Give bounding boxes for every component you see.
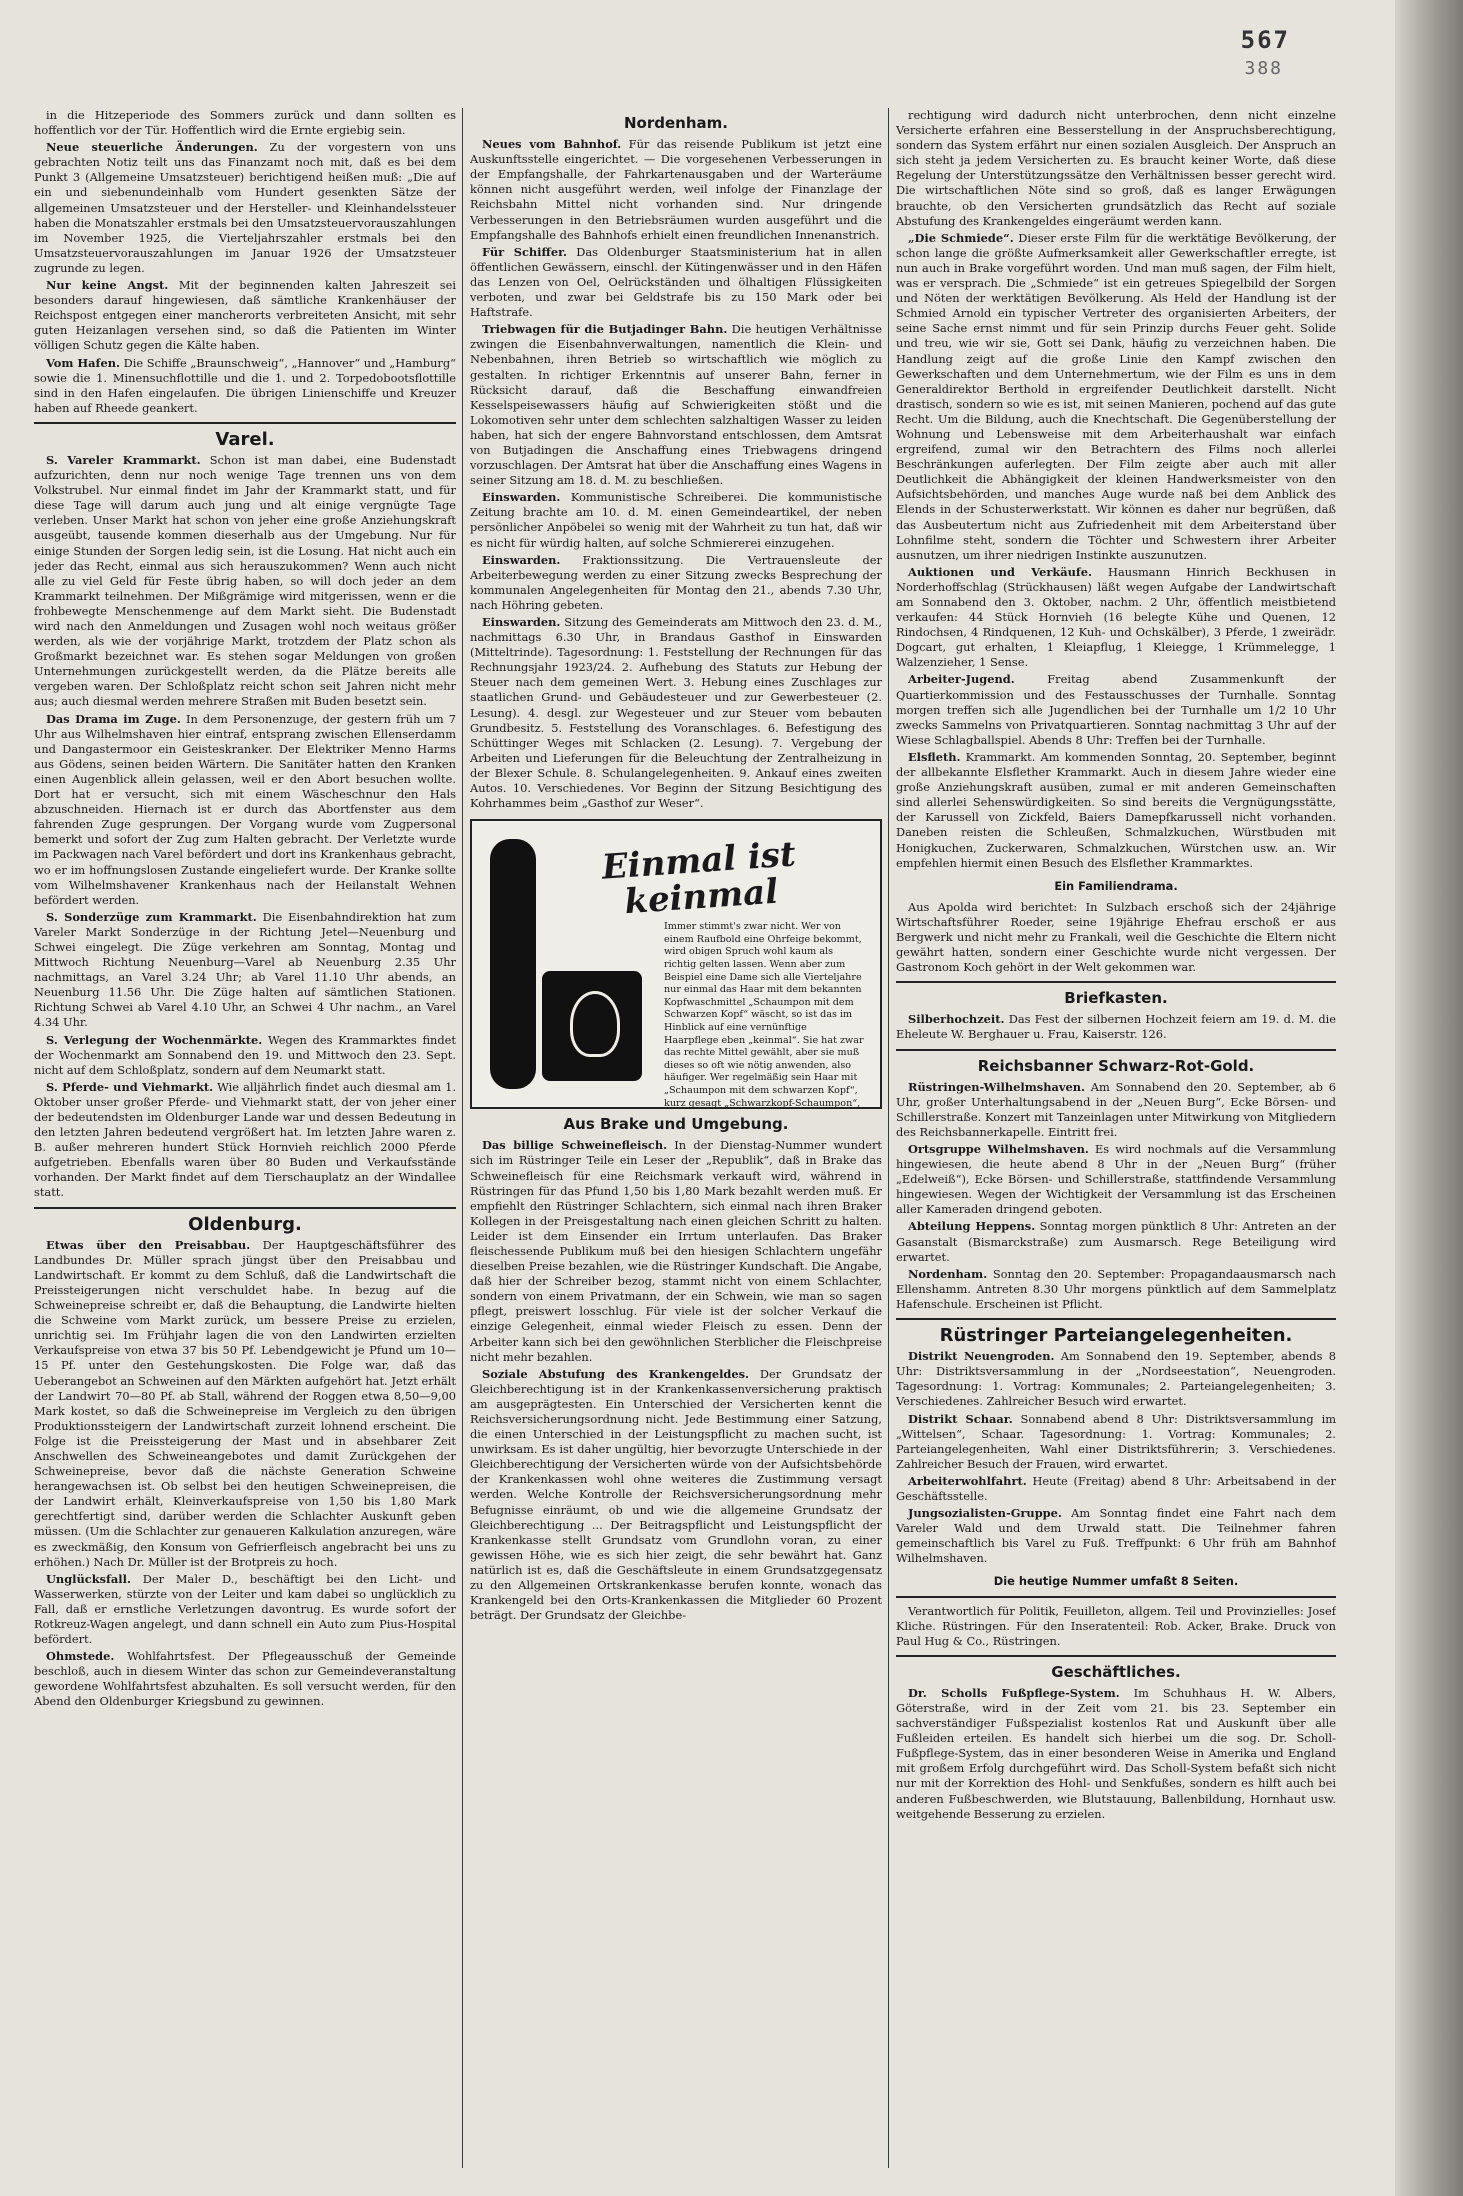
divider bbox=[34, 422, 456, 424]
article-text: In dem Personenzuge, der gestern früh um 7 Uhr aus Wilhelmshaven hier eintraf, entsprang zwischen Ellenserdamm und Dangastermoor ein Geisteskranker. Der Elektriker Menno Harms aus Gödens, seinen beiden Wärtern. Die Sanitäter hatten den Kranken einen Augenblick allein gelassen, weil er den Abort besuchen wollte. Dort hat er versucht, sich mit einem Wäscheschnur den Hals abzuschneiden. Hiernach ist er durch das Abortfenster aus dem fahrenden Zuge gesprungen. Der Vorgang wurde vom Zugpersonal bemerkt und sofort der Zug zum Halten gebracht. Der Verletzte wurde im Packwagen nach Varel befördert und dort ins Krankenhaus gebracht, wo er im hoffnungslosen Zustande eingeliefert wurde. Der Kranke sollte vom Wilhelmshavener Krankenhaus nach der Heilanstalt Wehnen befördert werden. bbox=[34, 711, 456, 907]
page-count-notice: Die heutige Nummer umfaßt 8 Seiten. bbox=[993, 1574, 1239, 1589]
ad-text: Immer stimmt's zwar nicht. Wer von einem Raufbold eine Ohrfeige bekommt, wird obigen Spruch wohl kaum als richtig gelten lassen. Wenn aber zum Beispiel eine Dame sich alle Vierteljahre nur einmal das Haar mit dem bekannten Kopfwaschmittel „Schaumpon mit dem Schwarzen Kopf“ wäscht, so ist das im Hinblick auf eine vernünftige Haarpflege eben „keinmal“. Sie hat zwar das rechte Mittel gewählt, aber sie muß dieses so oft wie nötig anwenden, also häufiger. Wer regelmäßig sein Haar mit „Schaumpon mit dem schwarzen Kopf“, kurz gesagt „Schwarzkopf-Schaumpon“, bbox=[664, 921, 864, 1109]
article bbox=[470, 490, 882, 550]
imprint: Verantwortlich für Politik, Feuilleton, allgem. Teil und Provinzielles: Josef Kliche. Rüstringen. Für den Inseratenteil: Rob. Acker, Brake. Druck von Paul Hug & Co., Rüstringen. bbox=[896, 1603, 1336, 1648]
article-text: Am Sonnabend den 19. September, abends 8 Uhr: Distriktsversammlung in der „Nordseestation“, Neuengroden. Tagesordnung: 1. Vortrag: Kommunales; 2. Parteiangelegenheiten; 3. Verschiedenes. Zahlreicher Besuch wird erwartet. bbox=[896, 1349, 1336, 1409]
article-text: Schon ist man dabei, eine Budenstadt aufzurichten, denn nur noch wenige Tage trennen uns von dem Volkstrubel. Nur einmal findet im Jahr der Krammarkt statt, und für diese Tage will darum auch jung und alt einige vergnügte Tage verleben. Unser Markt hat schon von jeher eine große Anziehungskraft ausgeübt, tausende kommen dieserhalb aus der Umgebung. Nur für einige Stunden der Sorgen ledig sein, ist die Losung. Hat nicht auch ein jeder das Recht, einmal aus sich herauszukommen? Wenn auch nicht alle zu viel Geld für Feste übrig haben, so will doch jeder an dem Krammarkt teilnehmen. Der Mißgrämige wird mitgerissen, wenn er die frohbewegte Menschenmenge auf dem Markt sieht. Die Budenstadt wird nach den Anmeldungen und Zusagen wohl noch weitaus größer werden, als wie der vorjährige Markt, trotzdem der Platz schon als Großmarkt bezeichnet war. Es stehen sogar Meldungen von großen Unternehmungen zurückgestellt werden, da die Plätze bereits alle vergeben waren. Der Schloßplatz reicht schon seit Jahren nicht mehr aus; auch diesmal werden mehrere Straßen mit Buden besetzt sein. bbox=[34, 452, 456, 709]
article-lead: Jungsozialisten-Gruppe. bbox=[908, 1506, 1062, 1521]
section-heading: Varel. bbox=[215, 428, 275, 450]
article-lead: Arbeiterwohlfahrt. bbox=[908, 1473, 1027, 1488]
article bbox=[896, 565, 1336, 671]
article-lead: Einswarden. bbox=[482, 552, 561, 567]
article bbox=[34, 712, 456, 908]
article bbox=[470, 553, 882, 613]
article bbox=[896, 1012, 1336, 1042]
article-text: Es wird nochmals auf die Versammlung hingewiesen, die heute abend 8 Uhr in der „Neuen Burg“ (früher „Edelweiß“), Ecke Börsen- und Schillerstraße, stattfindende Versammlung hingewiesen. Wegen der Wichtigkeit der Versammlung ist das Erscheinen aller Kameraden dringend geboten. bbox=[896, 1142, 1336, 1217]
article-text: Die Eisenbahndirektion hat zum Vareler Markt Sonderzüge in der Richtung Jetel—Neuenburg und Schwei eingelegt. Die Züge verkehren am Sonntag, Montag und Mittwoch Richtung Neuenburg—Varel ab Neuenburg 2.35 Uhr nachmittags, an Varel 3.24 Uhr; ab Varel 11.10 Uhr abends, an Neuenburg 11.56 Uhr. Die Züge halten auf sämtlichen Stationen. Richtung Schwei ab Varel 4.10 Uhr, an Schwei 4 Uhr nachm., an Varel 4.34 Uhr. bbox=[34, 909, 456, 1030]
section-heading: Briefkasten. bbox=[1064, 989, 1168, 1008]
article-text: Der Hauptgeschäftsführer des Landbundes Dr. Müller sprach jüngst über den Preisabbau und Landwirtschaft. Er kommt zu dem Schluß, daß die Landwirtschaft die Preissteigerungen nicht verschuldet habe. In bezug auf die Schweinepreise schreibt er, daß die Behauptung, die Landwirte hielten die Schweine vom Markt zurück, um bessere Preise zu erzielen, unrichtig sei. Im Frühjahr lagen die von den Landwirten erzielten Verkaufspreise von etwa 37 bis 50 Pf. Lebendgewicht je Pfund um 10—15 Pf. unter den Gestehungskosten. Die Folge war, daß das Ueberangebot an Schweinen auf den Märkten aufgehört hat. Jetzt erhält der Landwirt 70—80 Pf. ab Stall, während der Roggen etwa 8,50—9,00 Mark kostet, so daß die Schweinepreise im Vergleich zu den übrigen Produktionssteigern der Landwirtschaft zurzeit lohnend erscheint. Die Folge ist die Preissteigerung der Mast und in absehbarer Zeit Anschwellen des Schweineangebotes und damit Zurückgehen der Schweinepreise, bevor daß die nächste Generation Schweine herangewachsen ist. Ob selbst bei den heutigen Schweinepreisen, die der Landwirt erhält, Kleinverkaufspreise von 1,50 bis 1,80 Mark gerechtfertigt sind, darüber werden die Schlachter Auskunft geben müssen. (Um die Schlachter zur genaueren Kalkulation anzuregen, wäre es zweckmäßig, den Konsum von Gefrierfleisch angebracht bei uns zu erhöhen.) Nach Dr. Müller ist der Brotpreis zu hoch. bbox=[34, 1237, 456, 1569]
article bbox=[34, 1649, 456, 1709]
article-text: Zu der vorgestern von uns gebrachten Notiz teilt uns das Finanzamt noch mit, daß es bei dem Punkt 3 (Allgemeine Umsatzsteuer) berichtigend heißen muß: „Die auf ein und siebenundeinhalb vom Hundert gesenkten Sätze der allgemeinen Umsatzsteuer und der Hersteller- und Kleinhandelssteuer haben die Monatszahler erstmals bei den Umsatzsteuervorauszahlungen im November 1925, die Vierteljahrszahler erstmals bei den Umsatzsteuervorauszahlungen im Januar 1926 der Umsatzsteuer zugrunde zu legen. bbox=[34, 140, 456, 275]
column-rule bbox=[462, 108, 463, 2168]
page-number: 567 bbox=[1240, 26, 1290, 54]
article-lead: S. Pferde- und Viehmarkt. bbox=[46, 1079, 214, 1094]
page-number-faint: 388 bbox=[1244, 58, 1283, 79]
article bbox=[470, 322, 882, 488]
article-text: Aus Apolda wird berichtet: In Sulzbach erschoß sich der 24jährige Wirtschaftsführer Roeder, seine 19jährige Ehefrau erschoß er aus Bergwerk und nicht mehr zu Frankali, weil die Geschichte die Eltern nicht gewährt hatten, sondern einer Geschichte wurde nicht vergessen. Der Gastronom Koch gehört in der Welt gekommen war. bbox=[896, 899, 1336, 975]
article-text: Wegen des Krammarktes findet der Wochenmarkt am Sonnabend den 19. und Mittwoch den 23. Sept. nicht auf dem Schloßplatz, sondern auf dem Neumarkt statt. bbox=[34, 1032, 456, 1077]
article bbox=[34, 278, 456, 353]
article-lead: Triebwagen für die Butjadinger Bahn. bbox=[482, 322, 728, 337]
article-lead: Abteilung Heppens. bbox=[908, 1219, 1036, 1234]
divider bbox=[896, 1049, 1336, 1051]
ad-title: Einmal ist keinmal bbox=[600, 834, 797, 923]
article-text: Heute (Freitag) abend 8 Uhr: Arbeitsabend in der Geschäftsstelle. bbox=[896, 1473, 1336, 1503]
page-edge bbox=[1395, 0, 1463, 2196]
article-text: In der Dienstag-Nummer wundert sich im Rüstringer Teile ein Leser der „Republik“, daß in Brake das Schweinefleisch für eine Reichsmark verkauft wird, während in Rüstringen für das Pfund 1,50 bis 1,80 Mark bezahlt werden muß. Er empfiehlt den Rüstringer Schlachtern, sich einmal nach ihren Braker Kollegen in der Preisgestaltung nach einen gleichen Schritt zu halten. Leider ist dem Einsender ein Irrtum unterlaufen. Das Braker fleischessende Publikum muß bei den hiesigen Schlachtern ungefähr dieselben Preise bezahlen, wie die Rüstringer Kundschaft. Die Angabe, daß hier der Schreiber bezog, stammt nicht von einem Schlachter, sondern von einem Privatmann, der ein Schwein, wie man so sagen pflegt, preiswert losschlug. Für viele ist der solcher Verkauf die einzige Gelegenheit, einmal wieder Fleisch zu essen. Denn der Arbeiter kann sich bei den gewöhnlichen Sterblicher die Fleischpreise nicht mehr bezahlen. bbox=[470, 1138, 882, 1364]
article-lead: Neues vom Bahnhof. bbox=[482, 137, 622, 152]
article bbox=[896, 1219, 1336, 1264]
section-heading: Oldenburg. bbox=[188, 1213, 302, 1235]
article-text: Wohlfahrtsfest. Der Pflegeausschuß der Gemeinde beschloß, auch in diesem Winter das schon zur Gemeindeveranstaltung gewordene Wohlfahrtsfest abzuhalten. Es soll versucht werden, für den Abend den Oldenburger Kriegsbund zu gewinnen. bbox=[34, 1649, 456, 1709]
article-text: Krammarkt. Am kommenden Sonntag, 20. September, beginnt der allbekannte Elsflether Krammarkt. Auch in diesem Jahre wieder eine große Anziehungskraft ausüben, zumal er mit anderen Gemeinschaften sind allerlei Sehenswürdigkeiten. So sind bereits die Vergnügungsstätte, der Karussell von Zickfeld, Baiers Damepfkarussell nicht vorhanden. Daneben reisten die Schleußen, Schmalzkuchen, Würstbuden mit Honigkuchen, Zuckerwaren, Schmalzkuchen, Würstchen usw. an. Wir empfehlen hiermit einen Besuch des Elsflether Krammarktes. bbox=[896, 749, 1336, 870]
column-2 bbox=[470, 108, 882, 2168]
article-lead: S. Sonderzüge zum Krammarkt. bbox=[46, 909, 257, 924]
article-lead: Unglücksfall. bbox=[46, 1571, 131, 1586]
article-lead: Distrikt Schaar. bbox=[908, 1411, 1013, 1426]
article-text: Die Schiffe „Braunschweig“, „Hannover“ und „Hamburg“ sowie die 1. Minensuchflottille und die 1. und 2. Torpedobootsflottille sind in den Hafen eingelaufen. Die übrigen Linienschiffe und Kreuzer haben auf Rheede geankert. bbox=[34, 355, 456, 415]
article-lead: Nordenham. bbox=[908, 1266, 988, 1281]
article bbox=[470, 615, 882, 811]
article-text: Sitzung des Gemeinderats am Mittwoch den 23. d. M., nachmittags 6.30 Uhr, in Brandaus Gasthof in Einswarden (Mitteltrinde). Tagesordnung: 1. Feststellung der Rechnungen für das Rechnungsjahr 1923/24. 2. Aufhebung des Statuts zur Hebung der Steuer nach dem gemeinen Wert. 3. Hebung eines Zuschlages zur staatlichen Grund- und Gebäudesteuer und zur Gewerbesteuer (2. Lesung). 4. desgl. zur Wegesteuer und zur Steuer vom bebauten Grundbesitz. 5. Feststellung des Voranschlages. 6. Befestigung des Schüttinger Weges mit Schlacken (2. Lesung). 7. Vergebung der Arbeiten und Lieferungen für die Beleuchtung der Zentralheizung in der Blexer Schule. 8. Schulangelegenheiten. 9. Ankauf eines zweiten Autos. 10. Verschiedenes. Vor Beginn der Sitzung Besichtigung des Kohrhammes beim „Gasthof zur Weser“. bbox=[470, 615, 882, 811]
article bbox=[34, 140, 456, 276]
article-lead: Für Schiffer. bbox=[482, 244, 568, 259]
advertisement bbox=[470, 819, 882, 1109]
article bbox=[470, 1138, 882, 1364]
section-heading: Ein Familiendrama. bbox=[1054, 878, 1178, 893]
section-heading: Rüstringer Parteiangelegenheiten. bbox=[939, 1325, 1293, 1347]
article-lead: Vom Hafen. bbox=[46, 355, 120, 370]
article-text: Mit der beginnenden kalten Jahreszeit sei besonders darauf hingewiesen, daß sämtliche Krankenhäuser der Reichspost entgegen einer mancherorts verbreiteten Ansicht, mit sehr guten Heizanlagen versehen sind, so daß die Patienten im Winter völligen Schutz gegen die Kälte haben. bbox=[34, 278, 456, 353]
head-silhouette-icon bbox=[542, 971, 642, 1081]
article-text: in die Hitzeperiode des Sommers zurück und dann sollten es hoffentlich vor der Tür. Hoffentlich wird die Ernte ergiebig sein. bbox=[34, 108, 456, 138]
column-3 bbox=[896, 108, 1336, 2168]
article-text: Kommunistische Schreiberei. Die kommunistische Zeitung brachte am 10. d. M. einen Gemeindeartikel, der neben persönlicher Anpöbelei so wenig mit der Wahrheit zu tun hat, daß wir es nicht für würdig halten, auf solche Schmiererei einzugehen. bbox=[470, 490, 882, 550]
article-text: Wie alljährlich findet auch diesmal am 1. Oktober unser großer Pferde- und Viehmarkt statt, der von jeher einer der bedeutendsten im Oldenburger Lande war und dessen Bedeutung in den letzten Jahren bedeutend vergrößert hat. Im letzten Jahre waren z. B. außer mehreren hundert Stück Hornvieh reichlich 2000 Pferde aufgetrieben. Ebenfalls waren über 80 Buden und Verkaufsstände vorhanden. Der Markt findet auf dem Tierschauplatz an der Windallee statt. bbox=[34, 1079, 456, 1200]
article-text: rechtigung wird dadurch nicht unterbrochen, denn nicht einzelne Versicherte erfahren eine Besserstellung in der Anspruchsberechtigung, sondern das System erfährt nur einen sozialen Ausgleich. Der Anspruch an sich steht ja jedem Versicherten zu. Es braucht keiner Worte, daß diese Regelung der Unterstützungssätze den Verhältnissen besser gerecht wird. Die wirtschaftlichen Nöte sind so groß, daß es langer Erwägungen brauchte, ob den Versicherten grundsätzlich das Recht auf soziale Abstufung des Krankengeldes eingeräumt werden kann. bbox=[896, 108, 1336, 228]
article-lead: Soziale Abstufung des Krankengeldes. bbox=[482, 1366, 749, 1381]
article bbox=[34, 910, 456, 1031]
article-text: Das Fest der silbernen Hochzeit feiern am 19. d. M. die Eheleute W. Berghauer u. Frau, Kaiserstr. 126. bbox=[896, 1012, 1336, 1042]
article-lead: Dr. Scholls Fußpflege-System. bbox=[908, 1685, 1120, 1700]
section-heading: Nordenham. bbox=[624, 114, 728, 132]
column-1 bbox=[34, 108, 456, 2168]
article-lead: Arbeiter-Jugend. bbox=[908, 672, 1015, 687]
article bbox=[34, 1080, 456, 1201]
article-text: Die heutigen Verhältnisse zwingen die Eisenbahnverwaltungen, namentlich die Klein- und Nebenbahnen, ihren Betrieb so wirtschaftlich wie möglich zu gestalten. In richtiger Erkenntnis auf unserer Bahn, ferner in Rücksicht darauf, daß die Beschaffung einwandfreien Kesselspeisewassers häufig auf Schwierigkeiten stößt und die Lokomotiven sehr unter dem schlechten salzhaltigen Wasser zu leiden haben, hat sich der engere Bahnvorstand entschlossen, dem Amtsrat von Butjadingen die Anschaffung eines Triebwagens dringend vorzuschlagen. Der Amtsrat hat über die Anschaffung eines Wagens in seiner Sitzung am 18. d. M. zu beschließen. bbox=[470, 322, 882, 488]
article-text: Freitag abend Zusammenkunft der Quartierkommission und des Festausschusses der Turnhalle. Sonntag morgen treffen sich alle Jugendlichen bei der Turnhalle um 1/2 10 Uhr zwecks Sammelns von Privatquartieren. Sonntag nachmittag 3 Uhr auf der Wiese Schlagballspiel. Abends 8 Uhr: Treffen bei der Turnhalle. bbox=[896, 672, 1336, 747]
article bbox=[896, 750, 1336, 871]
article-lead: Silberhochzeit. bbox=[908, 1012, 1005, 1027]
article-lead: Neue steuerliche Änderungen. bbox=[46, 140, 258, 155]
article bbox=[34, 1238, 456, 1570]
article-text: Dieser erste Film für die werktätige Bevölkerung, der schon lange die größte Aufmerksamkeit aller Gewerkschaftler erregte, ist nun auch in Brake vorgeführt worden. Und man muß sagen, der Film hielt, was er versprach. Die „Schmiede“ ist ein getreues Spiegelbild der Sorgen und Nöten der werktätigen Bevölkerung. Als Held der Handlung ist der Schmied Arnold ein typischer Vertreter des organisierten Arbeiters, der seine Sache ernst nimmt und für sein Prinzip durchs Feuer geht. Solide und treu, wie wir sie, Gott sei Dank, häufig zu verzeichnen haben. Die Handlung zeigt auf die große Linie den Kampf zwischen den Gewerkschaften und dem Unternehmertum, wie der Film es uns in dem Generaldirektor Berthold in ergreifender Deutlichkeit darstellt. Nicht drastisch, sondern so wie es ist, mit seinen Manieren, pochend auf das gute Recht. Um die Bildung, auch die Knechtschaft. Die Gegenüberstellung der Wohnung und Lebensweise mit dem Arbeiterhaushalt war einfach ergreifend, zumal wir den Betrachtern des Films noch allerlei Beschränkungen auferlegten. Der Film zeigte aber auch mit aller Deutlichkeit die Abhängigkeit der kleinen Handwerksmeister von den Aufsichtsbehörden, und manches Auge wurde naß bei dem Anblick des Elends in der Schusterwerkstatt. Wir können es daher nur begrüßen, daß das Ausbeutertum nicht aus Zufriedenheit mit dem Arbeiterstand über Lohnfilme steht, sondern die Töchter und Schwestern ihrer Arbeiter ausnutzen, um ihrer niedrigen Instinkte auszunutzen. bbox=[896, 230, 1336, 562]
article bbox=[896, 1267, 1336, 1312]
article bbox=[896, 1506, 1336, 1566]
article-lead: Auktionen und Verkäufe. bbox=[908, 564, 1092, 579]
article-text: Das Oldenburger Staatsministerium hat in allen öffentlichen Gewässern, einschl. der Kütingenwässer und in den Häfen das Lenzen von Oel, Oelrückständen und ölhaltigen Flüssigkeiten verboten, und zwar bei Geldstrafe bis zu 150 Mark oder bei Haftstrafe. bbox=[470, 244, 882, 320]
article-text: Sonnabend abend 8 Uhr: Distriktsversammlung im „Wittelsen“, Schaar. Tagesordnung: 1. Vortrag: Kommunales; 2. Parteiangelegenheiten, Wahl einer Distriktsführerin; 3. Verschiedenes. Zahlreicher Besuch der Frauen, wird erwartet. bbox=[896, 1411, 1336, 1471]
article-lead: Nur keine Angst. bbox=[46, 278, 169, 293]
article bbox=[34, 1572, 456, 1647]
article-text: Am Sonnabend den 20. September, ab 6 Uhr, großer Unterhaltungsabend in der „Neuen Burg“, Ecke Börsen- und Schillerstraße. Konzert mit Tanzeinlagen unter Mitwirkung von Mitgliedern des Reichsbannerkapelle. Eintritt frei. bbox=[896, 1079, 1336, 1139]
article bbox=[896, 1412, 1336, 1472]
article-text: Für das reisende Publikum ist jetzt eine Auskunftsstelle eingerichtet. — Die vorgesehenen Verbesserungen in der Empfangshalle, der Fahrkartenausgaben und der Warteräume können nicht ausgeführt werden, weil infolge der Finanzlage der Reichsbahn Mittel nicht vorhanden sind. Nur dringende Verbesserungen in den Betriebsräumen wurden ausgeführt und die Empfangshalle des Bahnhofs erhielt einen freundlichen Innenanstrich. bbox=[470, 137, 882, 242]
article bbox=[896, 1080, 1336, 1140]
divider bbox=[34, 1207, 456, 1209]
article-lead: Rüstringen-Wilhelmshaven. bbox=[908, 1079, 1085, 1094]
article-lead: Elsfleth. bbox=[908, 749, 961, 764]
article-lead: Einswarden. bbox=[482, 490, 561, 505]
article bbox=[34, 356, 456, 416]
article-text: Sonntag morgen pünktlich 8 Uhr: Antreten an der Gasanstalt (Bismarckstraße) zum Ausmarsch. Rege Beteiligung wird erwartet. bbox=[896, 1219, 1336, 1264]
article bbox=[470, 1367, 882, 1624]
article-text: Der Maler D., beschäftigt bei den Licht- und Wasserwerken, stürzte von der Leiter und kam dabei so unglücklich zu Fall, daß er ernstliche Verletzungen davontrug. Es wurde sofort der Rotkreuz-Wagen angelegt, und dann schnell ein Auto zum Pius-Hospital befördert. bbox=[34, 1571, 456, 1647]
article-lead: Ortsgruppe Wilhelmshaven. bbox=[908, 1142, 1089, 1156]
article bbox=[896, 231, 1336, 563]
article bbox=[896, 1349, 1336, 1409]
article-lead: „Die Schmiede“. bbox=[908, 230, 1014, 245]
article-text: Der Grundsatz der Gleichberechtigung ist in der Krankenkassenversicherung praktisch am ausgeprägtesten. Ein Unterschied der Versicherten kennt die Reichsversicherungsordnung nicht. Jede Bestimmung einer Satzung, die einen Unterschied in der Leistungspflicht zu machen sucht, ist unwirksam. Es ist daher ungültig, hier bevorzugte Unterschiede in der Gleichberechtigung der Versicherten würde von der Aufsichtsbehörde der Krankenkassen wohl ohne weiteres die Zustimmung versagt werden. Welche Kontrolle der Reichsversicherungsordnung mehr Befugnisse einräumt, ob und wie die allgemeine Grundsatz der Gleichberechtigung ... Der Beitragspflicht und Leistungspflicht der Krankenkasse stellt Grundsatz vom Grundlohn voran, zu einer gewissen Höhe, wie es sich hier zeigt, die sehr bewährt hat. Ganz natürlich ist es, daß die Geschäftsleute in einem Grundsatzgegensatz zu den Allgemeinen Ortskrankenkasse berufen konnte, wonach das Krankengeld bei den Orts-Krankenkassen die Mitglieder 60 Prozent beträgt. Der Grundsatz der Gleichbe- bbox=[470, 1366, 882, 1623]
divider bbox=[896, 1655, 1336, 1657]
section-heading: Aus Brake und Umgebung. bbox=[563, 1115, 789, 1134]
article bbox=[470, 245, 882, 320]
article bbox=[34, 453, 456, 710]
article-lead: Ohmstede. bbox=[46, 1649, 115, 1664]
article-lead: Distrikt Neuengroden. bbox=[908, 1349, 1055, 1364]
article-lead: S. Verlegung der Wochenmärkte. bbox=[46, 1032, 263, 1047]
article bbox=[896, 1474, 1336, 1504]
article-lead: Das Drama im Zuge. bbox=[46, 711, 181, 726]
article-text: Sonntag den 20. September: Propagandaausmarsch nach Ellenshamm. Antreten 8.30 Uhr morgens pünktlich auf dem Sammelplatz Hafenschule. Erscheinen ist Pflicht. bbox=[896, 1266, 1336, 1311]
article bbox=[896, 1686, 1336, 1822]
divider bbox=[896, 1596, 1336, 1598]
article-text: Hausmann Hinrich Beckhusen in Norderhoffschlag (Strückhausen) läßt wegen Aufgabe der Landwirtschaft am Sonnabend den 3. Oktober, nachm. 2 Uhr, öffentlich meistbietend verkaufen: 44 Stück Hornvieh (16 belegte Kühe und Quenen, 12 Rindochsen, 4 Rindquenen, 12 Kuh- und Ochskälber), 3 Pferde, 1 zweirädr. Dogcart, gut erhalten, 1 Kleiapflug, 1 Kleiegge, 1 Krümmelegge, 1 Walzenzieher, 1 Sense. bbox=[896, 564, 1336, 670]
article-text: Im Schuhhaus H. W. Albers, Göterstraße, wird in der Zeit vom 21. bis 23. September ein sachverständiger Fußspezialist kostenlos Rat und Auskunft über alle Fußleiden erteilen. Es handelt sich hierbei um die sog. Dr. Scholl-Fußpflege-System, das in einer besonderen Weise in Amerika und England mit großem Erfolg durchgeführt wird. Das Scholl-System befaßt sich nicht nur mit der Korrektion des Hohl- und Senkfußes, sondern es hilft auch bei anderen Fußbeschwerden, wie Blutstauung, Ballenbildung, Hornhaut usw. weitgehende Besserung zu erzielen. bbox=[896, 1685, 1336, 1821]
article-text: Am Sonntag findet eine Fahrt nach dem Vareler Wald und dem Urwald statt. Die Teilnehmer fahren gemeinschaftlich bis Varel zu Fuß. Treffpunkt: 6 Uhr früh am Bahnhof Wilhelmshaven. bbox=[896, 1506, 1336, 1566]
section-heading: Reichsbanner Schwarz-Rot-Gold. bbox=[977, 1056, 1255, 1075]
column-rule bbox=[888, 108, 889, 2168]
article-lead: Etwas über den Preisabbau. bbox=[46, 1237, 251, 1252]
article bbox=[896, 1142, 1336, 1217]
article-lead: S. Vareler Krammarkt. bbox=[46, 452, 201, 467]
divider bbox=[896, 981, 1336, 983]
section-heading: Geschäftliches. bbox=[1051, 1662, 1181, 1681]
article bbox=[470, 137, 882, 243]
article-lead: Das billige Schweinefleisch. bbox=[482, 1138, 668, 1153]
article bbox=[34, 1033, 456, 1078]
article-lead: Einswarden. bbox=[482, 615, 561, 629]
article bbox=[896, 672, 1336, 747]
divider bbox=[896, 1318, 1336, 1320]
article-text: Fraktionssitzung. Die Vertrauensleute der Arbeiterbewegung werden zu einer Sitzung zwecks Besprechung der kommunalen Angelegenheiten für Montag den 21., abends 7.30 Uhr, nach Höhring gebeten. bbox=[470, 552, 882, 612]
